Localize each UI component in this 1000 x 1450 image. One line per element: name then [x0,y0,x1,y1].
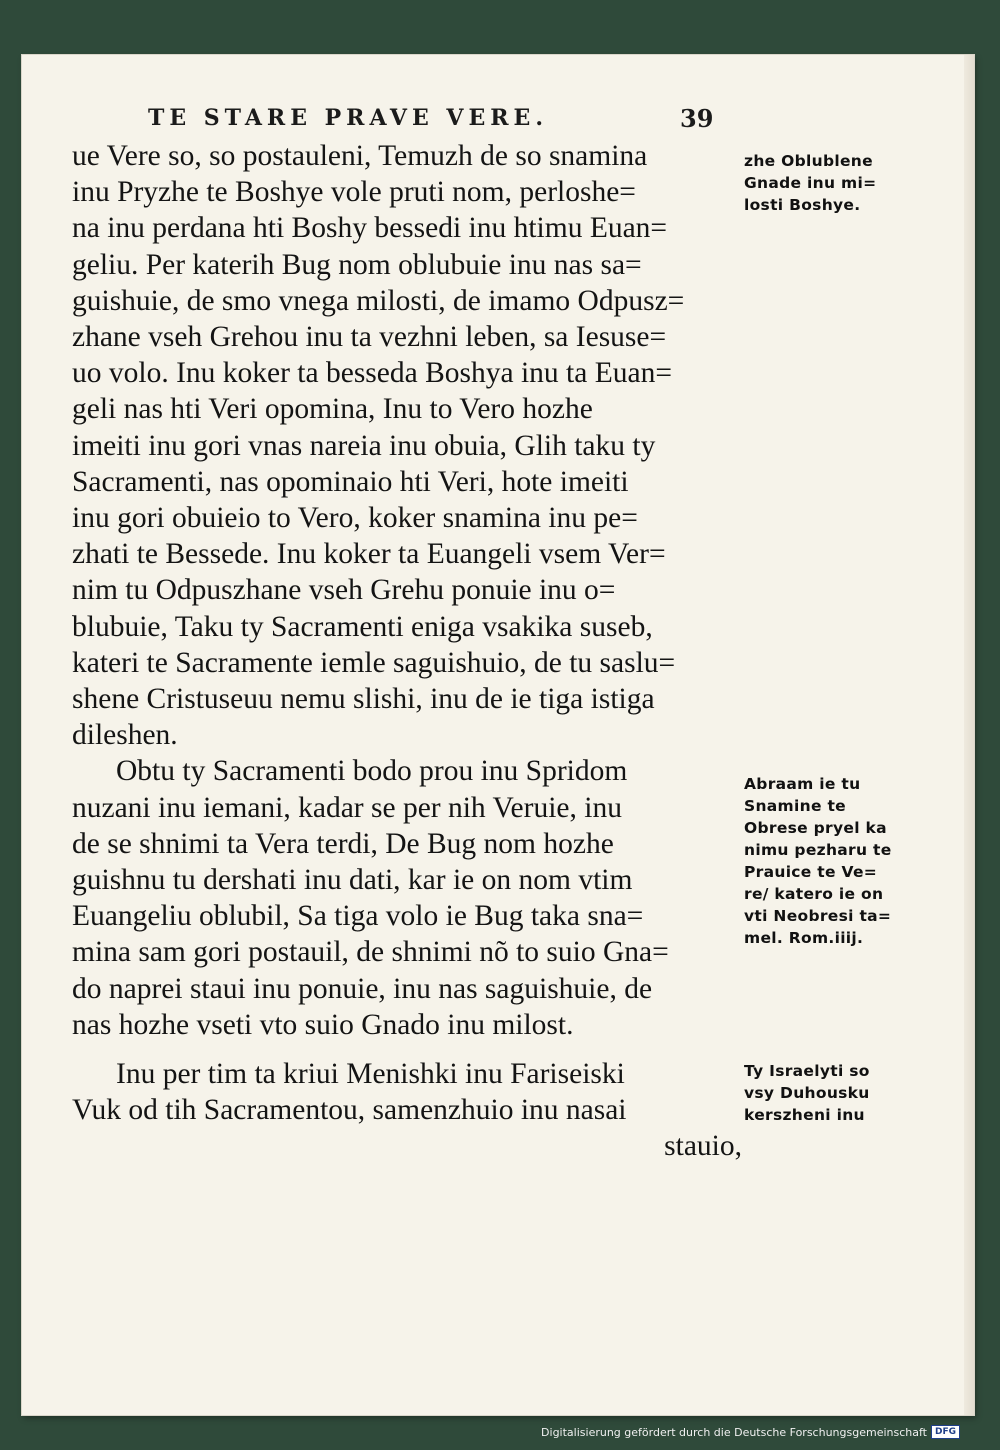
text-line: zhati te Bessede. Inu koker ta Euangeli vsem Ver= [72,538,666,571]
text-line: do naprei stаui inu ponuie, inu nas saguishuie, de [72,972,653,1005]
text-line: dileshen. [72,719,178,752]
margin-note-line: Ty Israelyti so [744,1062,870,1080]
margin-note-line: Snamine te [744,797,846,815]
text-line: ue Vere so, so postauleni, Temuzh de so snamina [72,140,648,172]
margin-note-line: Prauice te Ve= [744,863,878,881]
margin-note-line: Gnade inu mi= [744,174,877,192]
page-edge [964,55,974,1415]
text-line: geli nas hti Veri opomina, Inu to Vero hozhe [72,393,593,426]
margin-note-2 [744,773,919,949]
margin-note-line: vti Nеobresi ta= [744,907,892,925]
text-line: zhane vseh Grehou inu ta vezhni leben, sa Iesuse= [72,321,667,354]
catchword: stauio, [664,1130,742,1163]
credit-text: Digitalisierung gefördert durch die Deutsche Forschungsgemeinschaft [541,1425,927,1439]
text-line: Inu per tim ta kriui Menishki inu Fariseiski [116,1058,625,1091]
text-line: geliu. Per katerih Bug nom oblubuie inu nas sa= [72,248,642,281]
margin-note-line: Obrese pryel ka [744,819,887,837]
text-line: na inu perdana hti Boshy bessedi inu htimu Euan= [72,212,668,245]
margin-note-line: kerszheni inu [744,1106,865,1124]
margin-note-line: mel. Rom.iiij. [744,929,864,947]
paragraph-gap [72,1043,742,1056]
margin-note-line: Abraam ie tu [744,775,861,793]
text-line: Obtu ty Sacramenti bodo prou inu Spridom [116,755,628,788]
margin-note-line: losti Boshye. [744,196,861,214]
text-line: guishnu tu dershati inu dati, kar ie on nom vtim [72,864,633,897]
text-line: nas hozhe vseti vto suio Gnado inu milost. [72,1008,574,1041]
text-line: blubuie, Taku ty Sacramenti eniga vsakika suseb, [72,610,653,643]
text-line: inu gori obuieio to Vero, koker snamina inu pe= [72,502,638,535]
margin-note-line: nimu pezharu te [744,841,892,859]
dfg-logo: DFG [931,1425,960,1439]
digitization-credit [541,1425,960,1439]
text-line: nim tu Odpuszhane vseh Grehu ponuie inu o= [72,574,616,607]
margin-note-1 [744,150,919,216]
text-line: nuzani inu iemani, kadar se per nih Veruie, inu [72,791,622,824]
text-line: Euangeliu oblubil, Sa tiga volo ie Bug taka sna= [72,900,644,933]
running-header: TE STARE PRAVE VERE. [148,105,548,131]
main-text-block [72,138,742,1165]
margin-note-line: zhe Oblublene [744,152,873,170]
text-line: inu Pryzhe te Boshye vole pruti nom, perloshe= [72,176,636,209]
text-line: de se shnimi ta Vera terdi, De Bug nom hozhe [72,827,614,860]
text-line: mina sam gori postauil, de shnimi nõ to suio Gna= [72,936,669,969]
margin-note-line: vsy Duhousku [744,1084,870,1102]
text-line: Vuk od tih Sacramentou, samenzhuio inu nasai [72,1094,627,1127]
text-line: guishuie, de smo vnega milosti, de imamo Odpusz= [72,284,685,317]
margin-note-line: re/ katero ie on [744,885,884,903]
text-line: Sacramenti, nas opominaio hti Veri, hote imeiti [72,465,629,498]
text-line: imeiti inu gori vnas nareia inu obuia, Glih taku ty [72,429,656,462]
text-line: uo volo. Inu koker ta bessedа Boshya inu ta Euan= [72,357,672,390]
text-line: kateri te Sacramente iemle saguishuio, de tu saslu= [72,646,676,679]
page-number: 39 [680,104,714,133]
text-line: shene Cristuseuu nemu slishi, inu de ie tiga istiga [72,683,655,716]
margin-note-3 [744,1060,919,1126]
